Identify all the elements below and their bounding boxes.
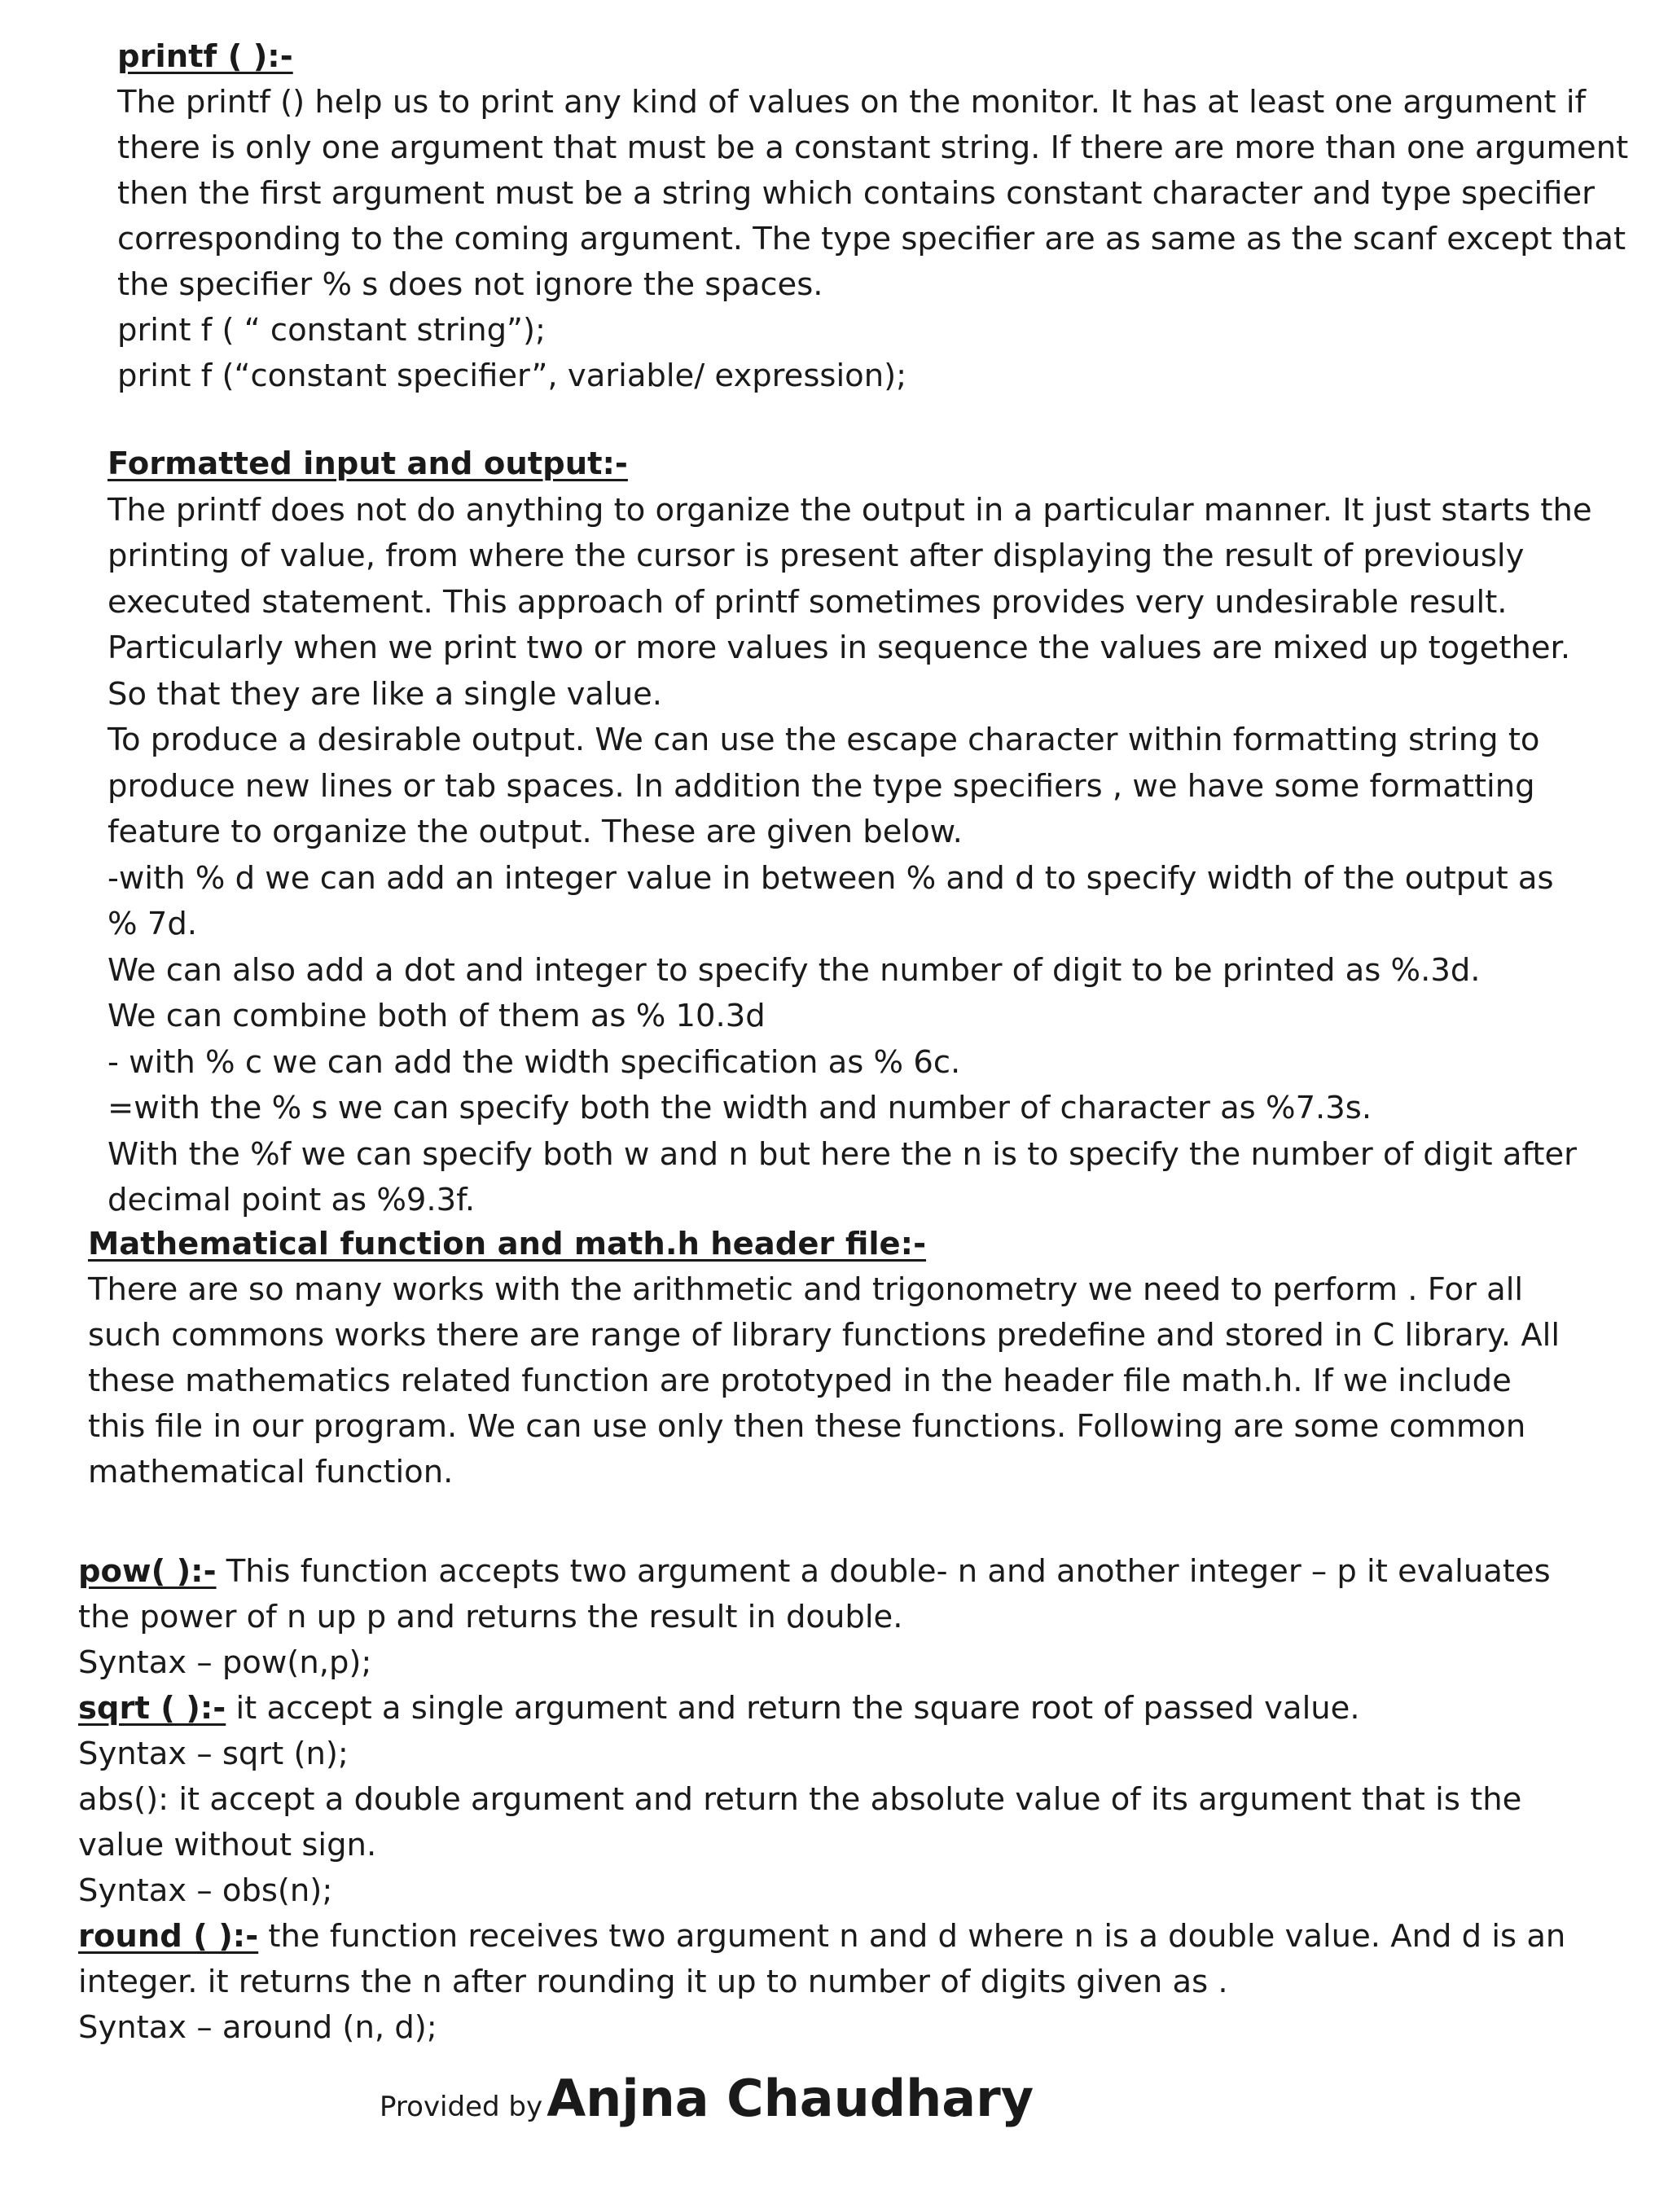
pow-heading: pow( ):-	[78, 1553, 217, 1590]
printf-line: the specifier % s does not ignore the spaces.	[117, 266, 823, 303]
footer-prefix: Provided by	[380, 2091, 543, 2123]
formatted-io-line: -with % d we can add an integer value in between % and d to specify width of the output as	[108, 859, 1554, 897]
formatted-io-section	[108, 441, 1592, 1224]
sqrt-heading: sqrt ( ):-	[78, 1690, 226, 1727]
pow-description: This function accepts two argument a double- n and another integer – p it evaluates	[216, 1553, 1551, 1590]
formatted-io-line: With the %f we can specify both w and n but here the n is to specify the number of digit after	[108, 1135, 1577, 1173]
formatted-io-line: We can combine both of them as % 10.3d	[108, 998, 766, 1034]
math-line: mathematical function.	[88, 1454, 454, 1490]
pow-syntax: Syntax – pow(n,p);	[78, 1644, 372, 1681]
formatted-io-line: decimal point as %9.3f.	[108, 1182, 476, 1218]
printf-line: The printf () help us to print any kind of values on the monitor. It has at least one argument if	[117, 84, 1587, 121]
footer-author: Anjna Chaudhary	[546, 2069, 1034, 2128]
formatted-io-line: Particularly when we print two or more values in sequence the values are mixed up together.	[108, 630, 1571, 666]
functions-section	[78, 1549, 1565, 2051]
math-line: this file in our program. We can use only then these functions. Following are some common	[88, 1408, 1526, 1445]
abs-description: abs(): it accept a double argument and return the absolute value of its argument that is the	[78, 1781, 1522, 1818]
math-section	[88, 1222, 1560, 1495]
math-line: such commons works there are range of library functions predefine and stored in C library. All	[88, 1317, 1560, 1354]
formatted-io-line: printing of value, from where the cursor is present after displaying the result of previously	[108, 538, 1525, 574]
formatted-io-line: To produce a desirable output. We can use the escape character within formatting string to	[108, 722, 1540, 758]
printf-line: then the first argument must be a string which contains constant character and type specifier	[117, 175, 1595, 212]
round-description: the function receives two argument n and d where n is a double value. And d is an	[258, 1918, 1566, 1955]
printf-section	[117, 34, 1628, 399]
printf-line: corresponding to the coming argument. The type specifier are as same as the scanf except that	[117, 221, 1626, 257]
sqrt-line	[78, 1686, 1565, 1731]
pow-description-cont: the power of n up p and returns the result in double.	[78, 1599, 903, 1635]
abs-syntax: Syntax – obs(n);	[78, 1872, 333, 1909]
formatted-io-heading: Formatted input and output:-	[108, 445, 628, 482]
printf-code-line: print f ( “ constant string”);	[117, 312, 546, 349]
formatted-io-line: produce new lines or tab spaces. In addition the type specifiers , we have some formatting	[108, 767, 1535, 805]
formatted-io-line: - with % c we can add the width specification as % 6c.	[108, 1043, 961, 1081]
round-description-cont: integer. it returns the n after rounding it up to number of digits given as .	[78, 1964, 1228, 2000]
math-heading: Mathematical function and math.h header file:-	[88, 1226, 927, 1262]
sqrt-syntax: Syntax – sqrt (n);	[78, 1736, 349, 1772]
printf-line: there is only one argument that must be a constant string. If there are more than one argument	[117, 129, 1629, 166]
formatted-io-line: The printf does not do anything to organize the output in a particular manner. It just starts the	[108, 491, 1592, 529]
printf-code-line: print f (“constant specifier”, variable/ expression);	[117, 358, 907, 394]
sqrt-description: it accept a single argument and return the square root of passed value.	[226, 1690, 1360, 1727]
round-syntax: Syntax – around (n, d);	[78, 2009, 437, 2046]
formatted-io-line: We can also add a dot and integer to specify the number of digit to be printed as %.3d.	[108, 951, 1481, 989]
formatted-io-line: So that they are like a single value.	[108, 675, 663, 713]
math-line: these mathematics related function are prototyped in the header file math.h. If we include	[88, 1363, 1512, 1399]
formatted-io-line: =with the % s we can specify both the width and number of character as %7.3s.	[108, 1090, 1372, 1126]
pow-line	[78, 1549, 1565, 1595]
formatted-io-line: executed statement. This approach of printf sometimes provides very undesirable result.	[108, 583, 1508, 621]
abs-description-cont: value without sign.	[78, 1827, 377, 1863]
printf-heading: printf ( ):-	[117, 38, 293, 75]
round-line	[78, 1914, 1565, 1960]
math-line: There are so many works with the arithmetic and trigonometry we need to perform . For all	[88, 1271, 1524, 1308]
footer-credit	[380, 2069, 1034, 2128]
formatted-io-line: feature to organize the output. These are given below.	[108, 814, 963, 850]
formatted-io-line: % 7d.	[108, 906, 197, 942]
round-heading: round ( ):-	[78, 1918, 259, 1955]
